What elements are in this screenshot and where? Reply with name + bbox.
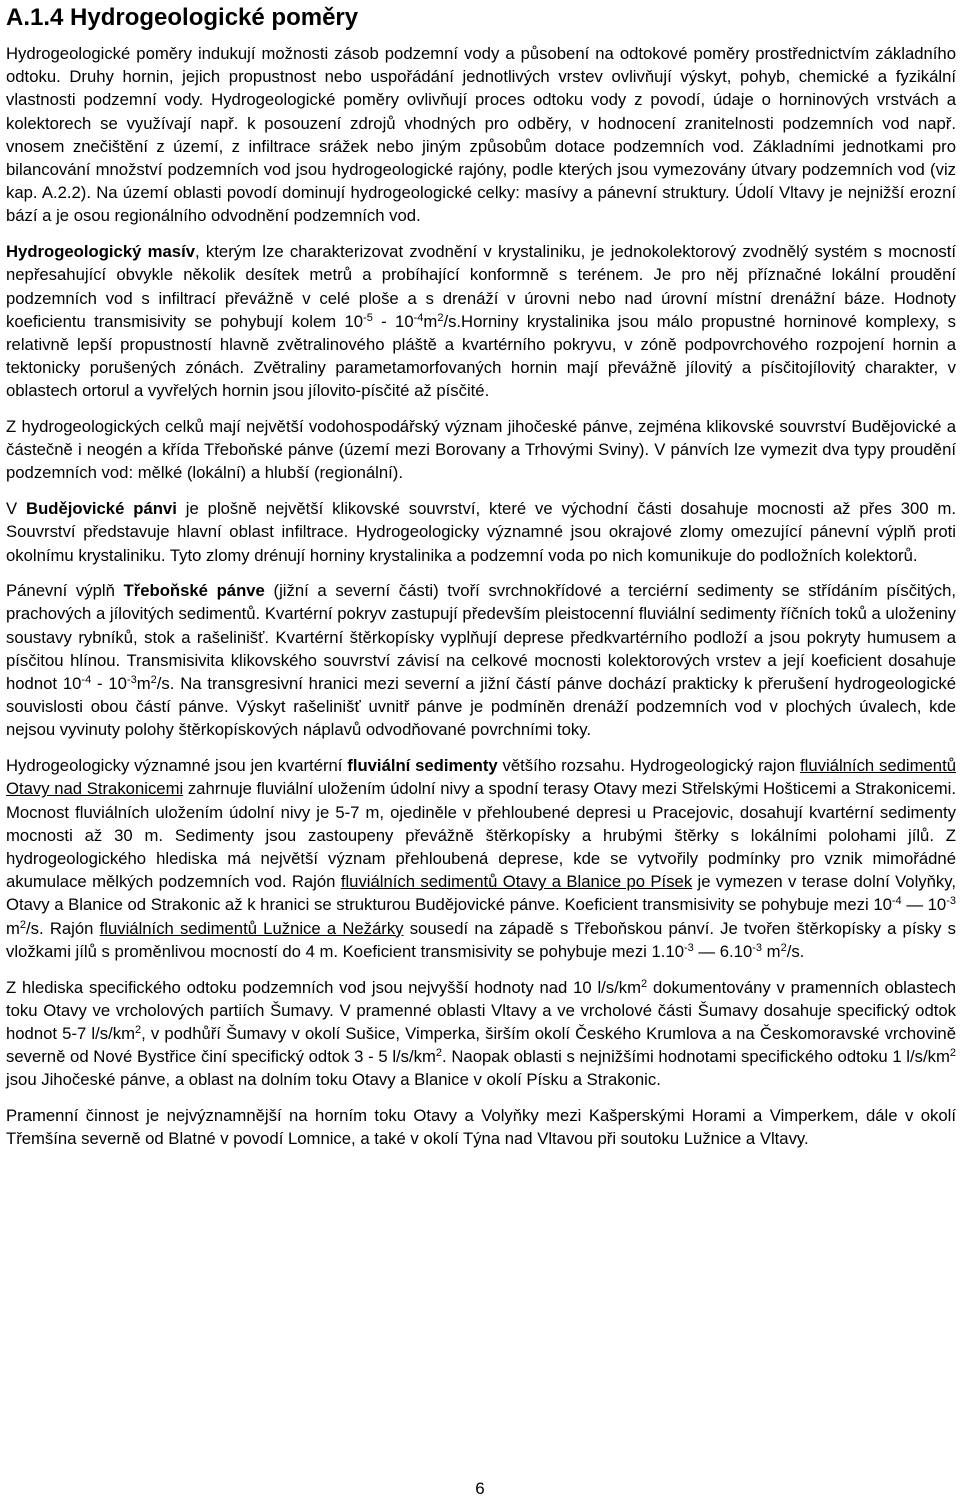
text-run: Hydrogeologické poměry indukují možnosti zásob podzemní vody a působení na odtokové poměry prostřednictvím základního odtoku. Druhy hornin, jejich propustnost nebo uspořádání jednotlivých vrstev ovlivňují výskyt, pohyb, chemické a fyzikální vlastnosti podzemní vody. Hydrogeologické poměry ovlivňují proces odtoku vody z povodí, údaje o horninových vrstvách a kolektorech se využívají např. k posouzení zdrojů vhodných pro odběry, v hodnocení zranitelnosti podzemních vod např. vnosem znečištění z území, z infiltrace srážek nebo jiným způsobům dotace podzemních vod. Základními jednotkami pro bilancování množství podzemních vod jsou hydrogeologické rajóny, podle kterých jsou vymezovány útvary podzemních vod (viz kap. A.2.2). Na území oblasti povodí dominují hydrogeologické celky: masívy a pánevní struktury. Údolí Vltavy je nejnižší erozní bází a je osou regionálního odvodnění podzemních vod.	[6, 44, 956, 226]
text-run: dokumentovány v pramenních oblastech toku Otavy ve vrcholových partiích Šumavy. V pramenné oblasti Vltavy a ve vrcholové části Šumavy dosahuje specifický odtok hodnot 5-7 l/s/km	[6, 977, 957, 1043]
superscript: 2	[19, 918, 27, 931]
text-run: většího rozsahu. Hydrogeologický rajon	[497, 756, 800, 776]
text-run: je plošně největší klikovské souvrství, které ve východní části dosahuje mocnosti až přes 300 m. Souvrství představuje hlavní oblast infiltrace. Hydrogeologicky významné jsou okrajové zlomy omezující pánevní výplň proti okolnímu krystaliniku. Tyto zlomy drénují horniny krystalinika a podzemní voda po nich komunikuje do podložních kolektorů.	[6, 499, 957, 565]
superscript: 2	[150, 674, 157, 687]
text-run: - 10	[372, 311, 414, 331]
text-run: V	[6, 499, 27, 519]
document-page	[6, 0, 956, 1150]
bold-term: Třeboňské pánve	[123, 581, 265, 601]
superscript: 2	[949, 1047, 956, 1060]
bold-term: Hydrogeologický masív	[6, 242, 195, 262]
paragraph-hydrogeological-massif	[6, 240, 956, 402]
text-run: sousedí na západě s Třeboňskou pánví. Je tvořen štěrkopísky a písky s vložkami jílů s proměnlivou mocností do 4 m. Koeficient transmisivity se pohybuje mezi 1.10	[6, 918, 957, 961]
text-run: — 6.10	[693, 941, 753, 961]
paragraph-specific-runoff	[6, 976, 956, 1092]
text-run: /s. Rajón	[26, 918, 100, 938]
bold-term: Budějovické pánvi	[26, 499, 177, 519]
text-run: Z hydrogeologických celků mají největší vodohospodářský význam jihočeské pánve, zejména klikovské souvrství Budějovické a částečně i neogén a křída Třeboňské pánve (území mezi Borovany a Trhovými Sviny). V pánvích lze vymezit dva typy proudění podzemních vod: mělké (lokální) a hlubší (regionální).	[6, 417, 956, 483]
paragraph-budejovice-basin	[6, 497, 956, 567]
superscript: -4	[891, 895, 902, 908]
page-number: 6	[475, 1479, 485, 1498]
text-run: - 10	[91, 674, 127, 694]
text-run: /s. Na transgresivní hranici mezi severní a jižní částí pánve dochází prakticky k přerušení hydrogeologické souvislosti obou částí pánve. Výskyt rašelinišť uvnitř pánve je podmíněn drenáží podzemních vod v plochých úvalech, kde nejsou vyvinuty polohy štěrkopískových náplavů odvodňované povrchními toky.	[6, 674, 956, 740]
superscript: -3	[126, 674, 137, 687]
text-run: jsou Jihočeské pánve, a oblast na dolním toku Otavy a Blanice v okolí Písku a Strakonic.	[6, 1070, 661, 1090]
text-run: /s.Horniny krystalinika jsou málo propustné horninové komplexy, s relativně lepší propustností hlavně zvětralinového pláště a kvartérního pokryvu, v zóně podpovrchového rozpojení hornin a tektonicky porušených zónách. Zvětraliny parametamorfovaných hornin mají převážně jílovitý a písčitojílovitý charakter, v oblastech ortorul a vyvřelých hornin jsou jílovito-písčité až písčité.	[6, 311, 956, 401]
paragraph-intro	[6, 42, 956, 228]
superscript: -5	[363, 311, 373, 324]
text-run: Z hlediska specifického odtoku podzemních vod jsou nejvyšší hodnoty nad 10 l/s/km	[6, 977, 642, 997]
text-run: — 10	[901, 895, 947, 915]
superscript: 2	[780, 941, 787, 954]
superscript: 2	[437, 311, 444, 324]
superscript: -3	[752, 941, 763, 954]
text-run: m	[6, 918, 20, 938]
superscript: 2	[641, 977, 648, 990]
text-run: , kterým lze charakterizovat zvodnění v krystaliniku, je jednokolektorový zvodnělý systém s mocností nepřesahující obvykle několik desítek metrů a probíhající konformně s terénem. Je pro něj příznačné lokální proudění podzemních vod s infiltrací převážně v celé ploše a s drenáží v úrovni nebo nad úrovní místní drenážní báze. Hodnoty koeficientu transmisivity se pohybují kolem 10	[6, 242, 956, 331]
bold-term: fluviální sedimenty	[347, 756, 498, 776]
underlined-term: fluviálních sedimentů Lužnice a Nežárky	[99, 918, 404, 938]
text-run: , v podhůří Šumavy v okolí Sušice, Vimperka, širším okolí Českého Krumlova a na Českomoravské vrchovině severně od Nové Bystřice činí specifický odtok 3 - 5 l/s/km	[6, 1023, 956, 1067]
paragraph-fluvial-sediments	[6, 754, 956, 963]
section-heading: A.1.4 Hydrogeologické poměry	[6, 4, 359, 31]
superscript: 2	[134, 1023, 142, 1036]
text-run: /s.	[786, 941, 805, 961]
text-run: m	[136, 674, 151, 694]
superscript: -4	[81, 674, 92, 687]
underlined-term: fluviálních sedimentů Otavy nad Strakonicemi	[6, 756, 956, 799]
text-run: zahrnuje fluviální uložením údolní nivy a spodní terasy Otavy mezi Střelskými Hošticemi a Strakonicemi. Mocnost fluviálních uložením údolní nivy je 5-7 m, ojediněle v přehloubené depresi u Pracejovic, dosahují kvartérní sedimenty mocnosti až 30 m. Sedimenty jsou zastoupeny převážně štěrkopísky a hrubými štěrky s lokálními polohami jílů. Z hydrogeologického hlediska má největší význam přehloubená deprese, kde se vytvořily podmínky pro vznik mimořádné akumulace mělkých podzemních vod. Rajón	[6, 779, 956, 892]
paragraph-springs	[6, 1104, 956, 1150]
paragraph-trebon-basin	[6, 579, 956, 741]
superscript: -3	[946, 895, 956, 908]
text-run: Pramenní činnost je nejvýznamnější na horním toku Otavy a Volyňky mezi Kašperskými Horami a Vimperkem, dále v okolí Třemšína severně od Blatné v povodí Lomnice, a také v okolí Týna nad Vltavou při soutoku Lužnice a Vltavy.	[6, 1106, 956, 1149]
text-run: . Naopak oblasti s nejnižšími hodnotami specifického odtoku 1 l/s/km	[442, 1047, 950, 1067]
text-run: m	[423, 311, 438, 331]
underlined-term: fluviálních sedimentů Otavy a Blanice po Písek	[340, 872, 693, 892]
text-run: Pánevní výplň	[6, 581, 124, 601]
superscript: 2	[435, 1047, 443, 1060]
text-run: (jižní a severní části) tvoří svrchnokřídové a terciérní sedimenty se střídáním písčitých, prachových a jílovitých sedimentů. Kvartérní pokryv zastupují především pleistocenní fluviální sedimenty říčních toků a uloženiny soustavy rybníků, stok a rašelinišť. Kvartérní štěrkopísky vyplňují deprese předkvartérního podloží a jsou pokryty humusem a písčitou hlínou. Transmisivita klikovského souvrství závisí na celkové mocnosti kolektorových vrstev a její koeficient dosahuje hodnot 10	[6, 581, 956, 694]
text-run: je vymezen v terase dolní Volyňky, Otavy a Blanice od Strakonic až k hranici se strukturou Budějovické pánve. Koeficient transmisivity se pohybuje mezi 10	[6, 872, 956, 915]
superscript: -4	[413, 311, 424, 324]
text-run: Hydrogeologicky významné jsou jen kvartérní	[6, 756, 348, 776]
paragraph-south-bohemian-basins	[6, 415, 956, 485]
text-run: m	[762, 941, 781, 961]
superscript: -3	[684, 941, 694, 954]
